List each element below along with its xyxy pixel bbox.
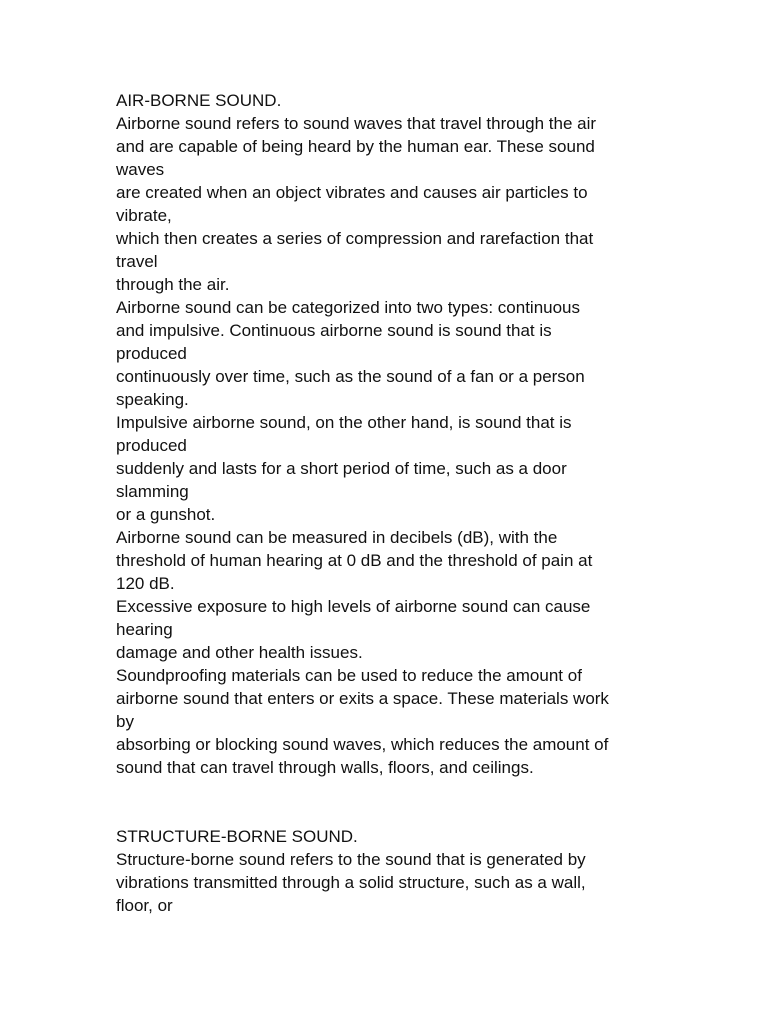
text-line: travel [116,252,158,271]
text-line: speaking. [116,390,189,409]
text-line: Impulsive airborne sound, on the other hand, is sound that is [116,413,572,432]
text-line: waves [116,160,165,179]
text-line: threshold of human hearing at 0 dB and the threshold of pain at [116,551,593,570]
section-heading: STRUCTURE-BORNE SOUND. [116,827,358,846]
text-line: damage and other health issues. [116,643,363,662]
text-line: by [116,712,134,731]
text-line: vibrate, [116,206,172,225]
document-body [116,89,656,917]
text-line: and impulsive. Continuous airborne sound is sound that is [116,321,552,340]
text-line: absorbing or blocking sound waves, which reduces the amount of [116,735,609,754]
text-line: produced [116,436,187,455]
text-line: sound that can travel through walls, floors, and ceilings. [116,758,534,777]
text-line: Structure-borne sound refers to the sound that is generated by [116,850,586,869]
text-line: slamming [116,482,189,501]
text-line: Airborne sound can be categorized into two types: continuous [116,298,581,317]
text-line: 120 dB. [116,574,175,593]
text-line: Airborne sound can be measured in decibels (dB), with the [116,528,558,547]
text-line: Airborne sound refers to sound waves that travel through the air [116,114,597,133]
text-line: Excessive exposure to high levels of airborne sound can cause [116,597,591,616]
section-air-borne [116,89,656,779]
text-line: through the air. [116,275,230,294]
text-line: or a gunshot. [116,505,216,524]
text-line: are created when an object vibrates and causes air particles to [116,183,588,202]
text-line: airborne sound that enters or exits a space. These materials work [116,689,609,708]
section-heading: AIR-BORNE SOUND. [116,91,282,110]
text-line: suddenly and lasts for a short period of time, such as a door [116,459,567,478]
text-line: Soundproofing materials can be used to reduce the amount of [116,666,582,685]
text-line: which then creates a series of compression and rarefaction that [116,229,594,248]
section-structure-borne [116,825,656,917]
text-line: floor, or [116,896,173,915]
text-line: produced [116,344,187,363]
text-line: and are capable of being heard by the human ear. These sound [116,137,595,156]
text-line: vibrations transmitted through a solid structure, such as a wall, [116,873,586,892]
text-line: hearing [116,620,173,639]
text-line: continuously over time, such as the sound of a fan or a person [116,367,585,386]
section-spacer [116,779,656,825]
